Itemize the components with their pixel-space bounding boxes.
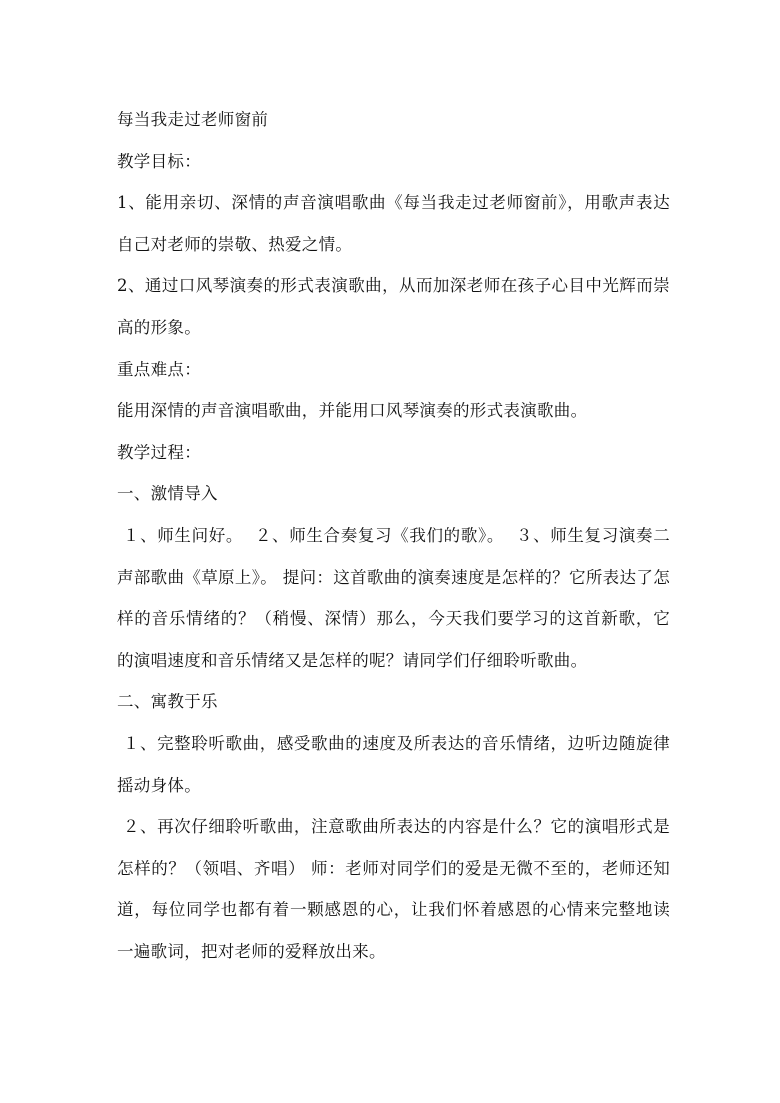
section-2-heading: 二、寓教于乐 bbox=[117, 692, 218, 712]
document-body bbox=[117, 99, 670, 972]
goal-item-1: 1、能用亲切、深情的声音演唱歌曲《每当我走过老师窗前》，用歌声表达自己对老师的崇敬、热爱之情。 bbox=[117, 193, 670, 254]
key-points-heading: 重点难点： bbox=[117, 359, 201, 379]
section-2-item-1: １、完整聆听歌曲，感受歌曲的速度及所表达的音乐情绪，边听边随旋律摇动身体。 bbox=[117, 733, 670, 795]
goal-item-2: 2、通过口风琴演奏的形式表演歌曲，从而加深老师在孩子心目中光辉而崇高的形象。 bbox=[117, 276, 670, 337]
key-points-text: 能用深情的声音演唱歌曲，并能用口风琴演奏的形式表演歌曲。 bbox=[117, 401, 588, 421]
section-2-item-2: ２、再次仔细聆听歌曲，注意歌曲所表达的内容是什么？它的演唱形式是怎样的？（领唱、齐唱） 师：老师对同学们的爱是无微不至的，老师还知道，每位同学也都有着一颗感恩的心，让我们怀着感恩的心情来完整地读一遍歌词，把对老师的爱释放出来。 bbox=[117, 817, 670, 961]
process-heading: 教学过程： bbox=[117, 442, 201, 462]
section-1-text: １、师生问好。 ２、师生合奏复习《我们的歌》。 ３、师生复习演奏二声部歌曲《草原上》。 提问：这首歌曲的演奏速度是怎样的？它所表达了怎样的音乐情绪的？（稍慢、深情）那么，今天我们要学习的这首新歌，它的演唱速度和音乐情绪又是怎样的呢？请同学们仔细聆听歌曲。 bbox=[117, 525, 671, 670]
section-1-heading: 一、激情导入 bbox=[117, 484, 218, 504]
goals-heading: 教学目标： bbox=[117, 151, 201, 171]
document-title: 每当我走过老师窗前 bbox=[117, 110, 269, 129]
